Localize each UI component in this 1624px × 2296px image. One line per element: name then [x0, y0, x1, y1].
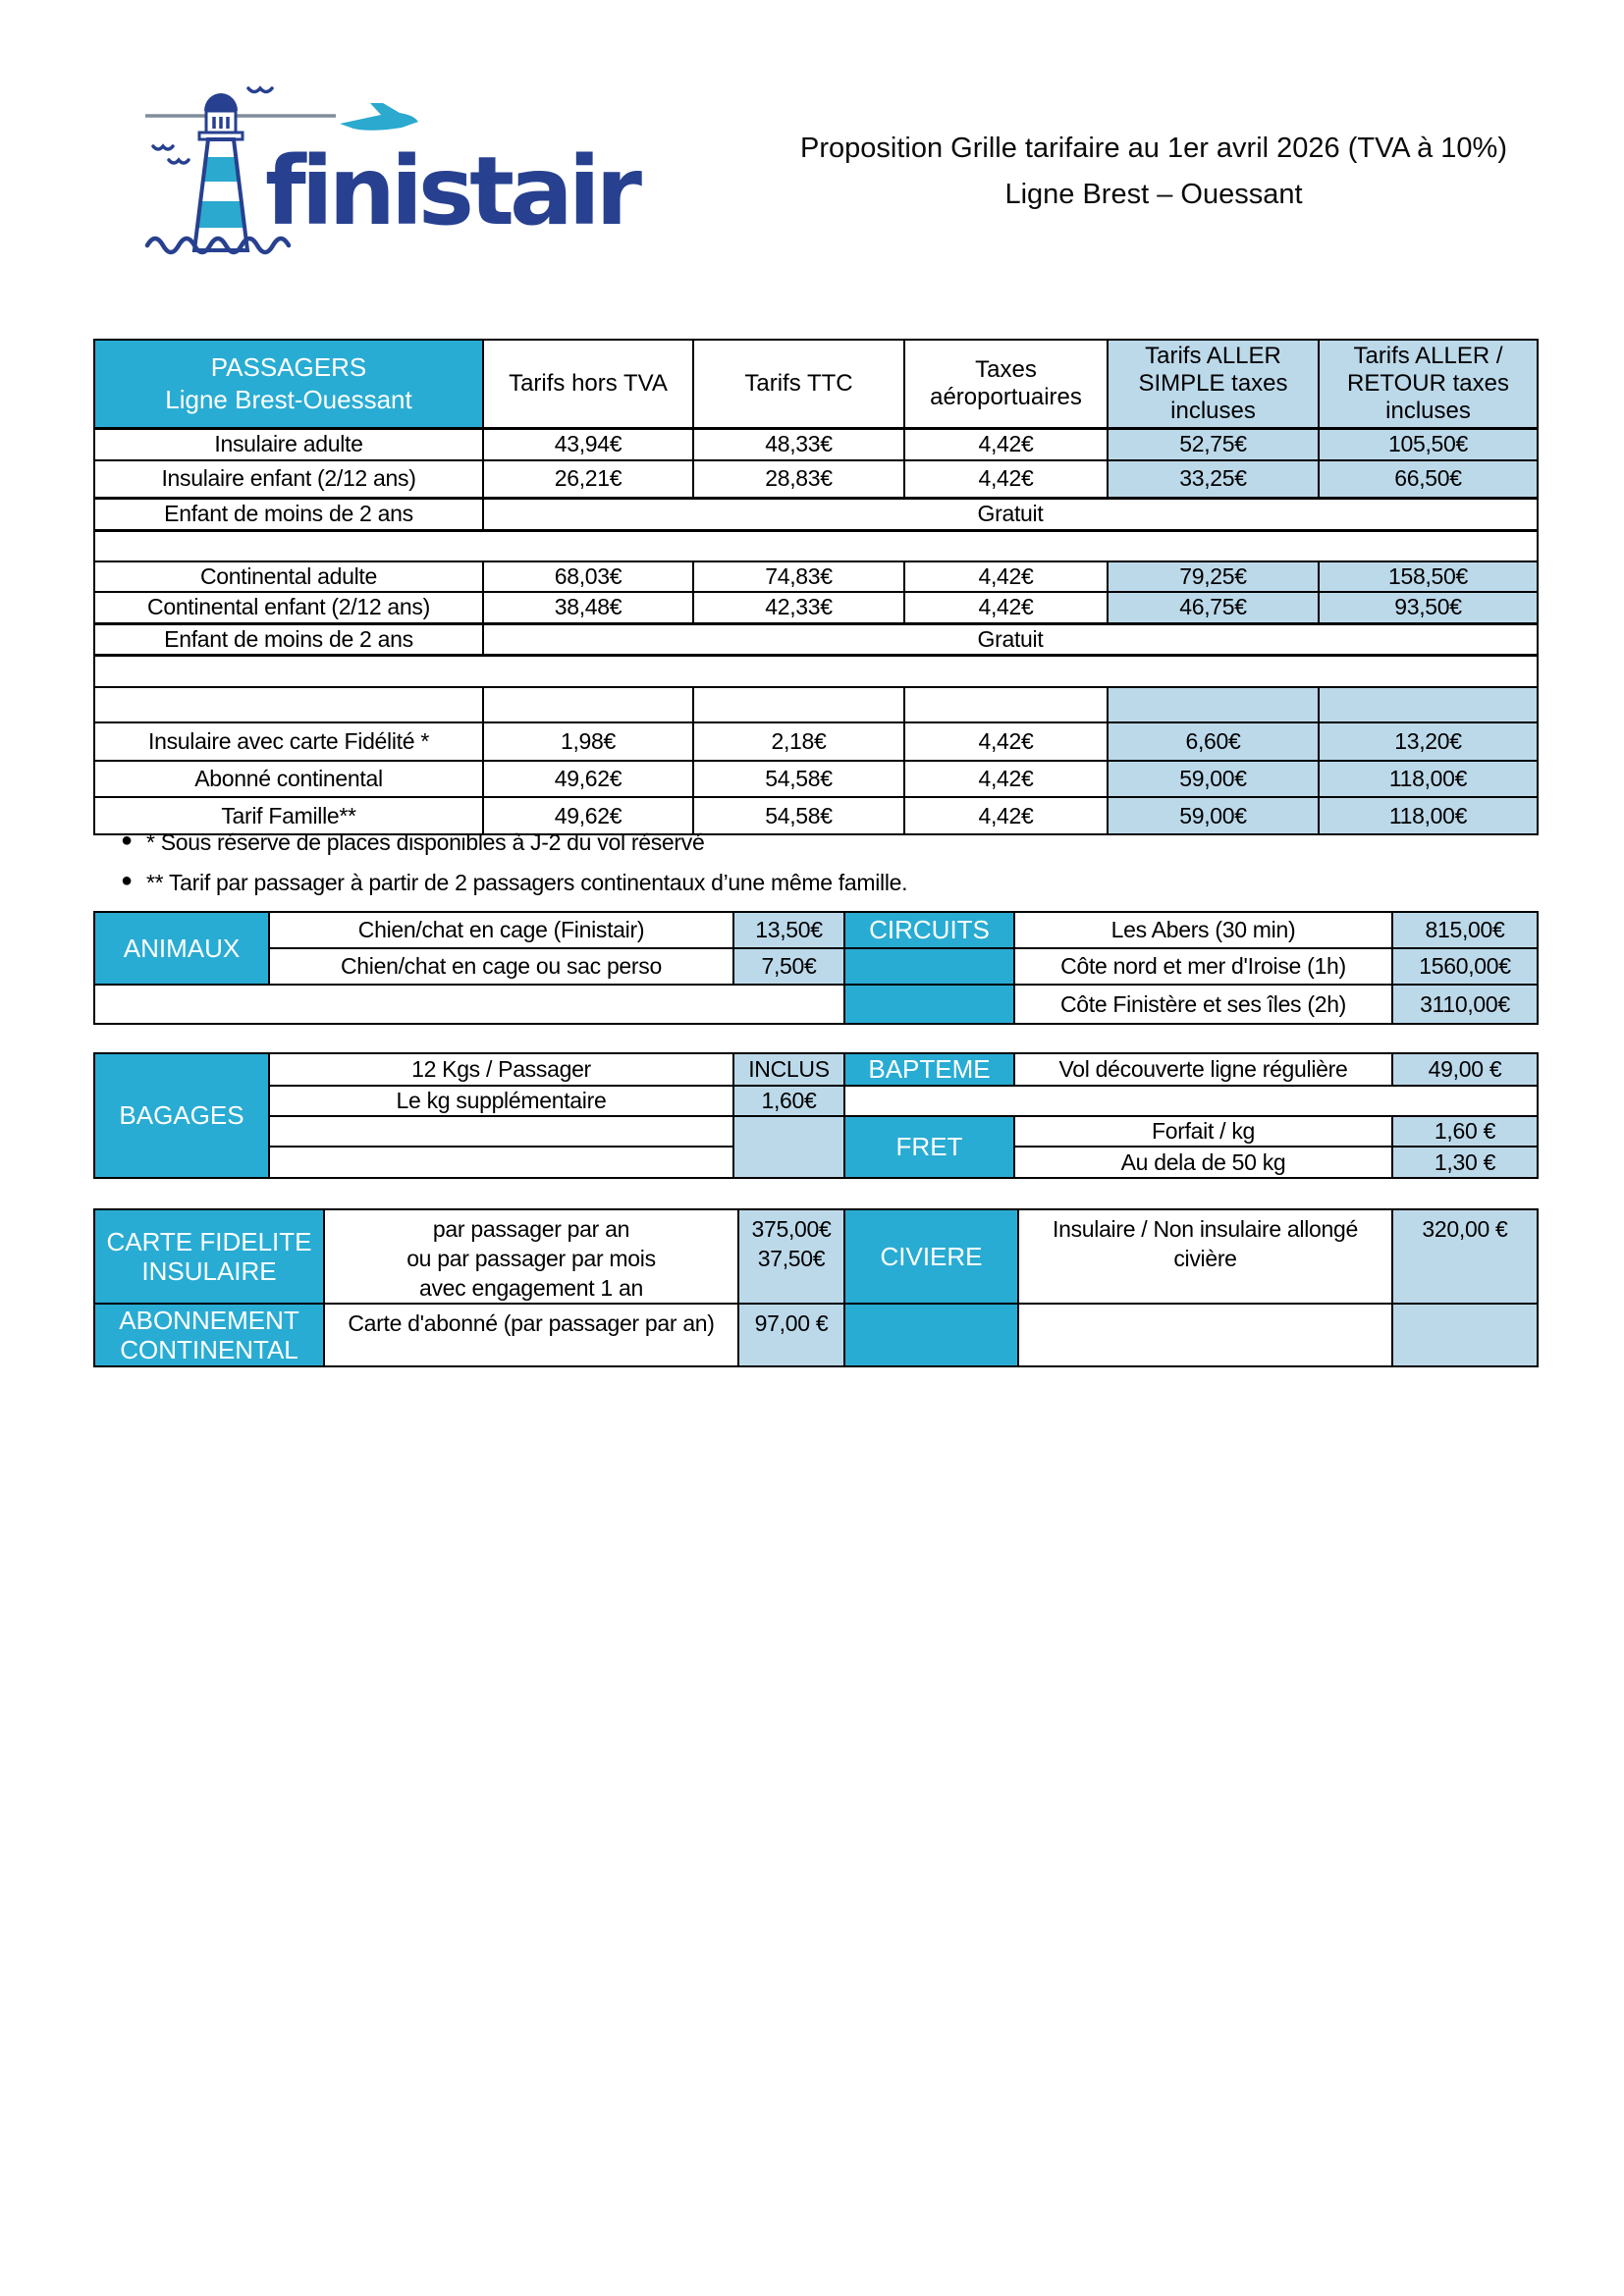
table-row — [94, 912, 1538, 948]
empty-cell — [94, 530, 1538, 561]
header-aller-retour: Tarifs ALLER / RETOUR taxes incluses — [1319, 340, 1538, 428]
table-row — [94, 1209, 1538, 1304]
row-label: Enfant de moins de 2 ans — [94, 623, 483, 655]
bagages-bapteme-fret-table — [93, 1052, 1539, 1179]
title-line-1: Proposition Grille tarifaire au 1er avril 2026 (TVA à 10%) — [800, 133, 1507, 164]
price-cell: 79,25€ — [1108, 561, 1319, 592]
table-row — [94, 1304, 1538, 1366]
price-cell: 118,00€ — [1319, 797, 1538, 834]
row-label: Insulaire adulte — [94, 428, 483, 460]
footnote-1 — [121, 829, 1299, 856]
animaux-circuits-table — [93, 911, 1539, 1025]
table-row — [94, 1086, 1538, 1116]
price-cell: 13,20€ — [1319, 722, 1538, 761]
table-row — [94, 428, 1538, 460]
empty-cell — [904, 687, 1108, 722]
row-label: Enfant de moins de 2 ans — [94, 498, 483, 530]
price-cell: INCLUS — [733, 1053, 844, 1086]
empty-cell — [1319, 687, 1538, 722]
section-title-civiere: CIVIERE — [844, 1209, 1018, 1304]
spacer-row — [94, 530, 1538, 561]
row-label: Carte d'abonné (par passager par an) — [324, 1304, 738, 1366]
plane-icon — [340, 103, 418, 131]
table-row — [94, 1116, 1538, 1147]
price-cell: 7,50€ — [733, 948, 844, 985]
price-cell: 2,18€ — [693, 722, 904, 761]
row-label: Forfait / kg — [1014, 1116, 1392, 1147]
table-row — [94, 985, 1538, 1024]
price-cell: 59,00€ — [1108, 797, 1319, 834]
price-cell: 4,42€ — [904, 761, 1108, 797]
header-passagers: PASSAGERS Ligne Brest-Ouessant — [94, 340, 483, 428]
table-row — [94, 722, 1538, 761]
empty-cell — [1108, 687, 1319, 722]
price-cell: 59,00€ — [1108, 761, 1319, 797]
price-cell: 815,00€ — [1392, 912, 1538, 948]
price-cell: 13,50€ — [733, 912, 844, 948]
empty-cell — [733, 1116, 844, 1178]
footnote-text: ** Tarif par passager à partir de 2 passagers continentaux d’une même famille. — [146, 870, 908, 895]
empty-cell — [483, 687, 693, 722]
row-label: Continental adulte — [94, 561, 483, 592]
price-cell: 54,58€ — [693, 797, 904, 834]
price-cell: 4,42€ — [904, 561, 1108, 592]
empty-cell — [693, 687, 904, 722]
price-cell: 54,58€ — [693, 761, 904, 797]
price-cell: 3110,00€ — [1392, 985, 1538, 1024]
price-cell: 28,83€ — [693, 460, 904, 498]
carte-fidelite-civiere-table — [93, 1208, 1539, 1367]
row-label: Les Abers (30 min) — [1014, 912, 1392, 948]
empty-bordered-row — [94, 687, 1538, 722]
row-label: Chien/chat en cage (Finistair) — [269, 912, 733, 948]
empty-cell — [1018, 1304, 1392, 1366]
row-label: Côte nord et mer d'Iroise (1h) — [1014, 948, 1392, 985]
footnote-text: * Sous réserve de places disponibles à J-2 du vol réservé — [146, 829, 705, 855]
row-label: Continental enfant (2/12 ans) — [94, 592, 483, 623]
table-row — [94, 623, 1538, 655]
row-label: Côte Finistère et ses îles (2h) — [1014, 985, 1392, 1024]
price-cell: 26,21€ — [483, 460, 693, 498]
title-line-2: Ligne Brest – Ouessant — [1004, 179, 1303, 210]
table-header-row — [94, 340, 1538, 428]
row-label: 12 Kgs / Passager — [269, 1053, 733, 1086]
finistair-logo — [88, 47, 736, 288]
price-cell: 4,42€ — [904, 797, 1108, 834]
table-row — [94, 460, 1538, 498]
price-cell: 4,42€ — [904, 592, 1108, 623]
header-ttc: Tarifs TTC — [693, 340, 904, 428]
empty-cell — [844, 1304, 1018, 1366]
empty-cell — [94, 687, 483, 722]
row-label: Le kg supplémentaire — [269, 1086, 733, 1116]
empty-cell — [844, 985, 1014, 1024]
section-title-abonnement: ABONNEMENT CONTINENTAL — [94, 1304, 324, 1366]
price-cell: 66,50€ — [1319, 460, 1538, 498]
price-cell: 158,50€ — [1319, 561, 1538, 592]
price-cell: 52,75€ — [1108, 428, 1319, 460]
row-label: Insulaire / Non insulaire allongé civière — [1018, 1209, 1392, 1304]
price-cell: 4,42€ — [904, 722, 1108, 761]
row-label: Insulaire enfant (2/12 ans) — [94, 460, 483, 498]
price-cell: 118,00€ — [1319, 761, 1538, 797]
row-label: par passager par an ou par passager par mois avec engagement 1 an — [324, 1209, 738, 1304]
row-label: Abonné continental — [94, 761, 483, 797]
price-cell: 49,00 € — [1392, 1053, 1538, 1086]
price-cell: 42,33€ — [693, 592, 904, 623]
table-row — [94, 761, 1538, 797]
row-label: Insulaire avec carte Fidélité * — [94, 722, 483, 761]
gratuit-cell: Gratuit — [483, 498, 1538, 530]
table-row — [94, 948, 1538, 985]
price-cell: 43,94€ — [483, 428, 693, 460]
document-title — [727, 126, 1581, 218]
gratuit-cell: Gratuit — [483, 623, 1538, 655]
header-taxes: Taxes aéroportuaires — [904, 340, 1108, 428]
price-cell: 4,42€ — [904, 428, 1108, 460]
empty-cell — [269, 1147, 733, 1178]
price-cell: 38,48€ — [483, 592, 693, 623]
spacer-row — [94, 655, 1538, 687]
empty-cell — [269, 1116, 733, 1147]
footnotes — [121, 829, 1299, 910]
table-row — [94, 498, 1538, 530]
price-cell: 105,50€ — [1319, 428, 1538, 460]
price-cell: 93,50€ — [1319, 592, 1538, 623]
table-row — [94, 592, 1538, 623]
passagers-table — [93, 339, 1539, 835]
bullet-icon: ● — [121, 870, 133, 891]
table-row — [94, 561, 1538, 592]
price-cell: 46,75€ — [1108, 592, 1319, 623]
row-label: Vol découverte ligne régulière — [1014, 1053, 1392, 1086]
price-cell: 68,03€ — [483, 561, 693, 592]
price-cell: 1,60 € — [1392, 1116, 1538, 1147]
table-row — [94, 1053, 1538, 1086]
logo-wordmark: finistair — [265, 136, 637, 246]
price-cell: 1560,00€ — [1392, 948, 1538, 985]
bullet-icon: ● — [121, 829, 133, 851]
price-cell: 48,33€ — [693, 428, 904, 460]
price-cell: 1,30 € — [1392, 1147, 1538, 1178]
price-cell: 49,62€ — [483, 797, 693, 834]
empty-cell — [94, 655, 1538, 687]
section-title-bapteme: BAPTEME — [844, 1053, 1014, 1086]
empty-cell — [844, 948, 1014, 985]
empty-cell — [1392, 1304, 1538, 1366]
price-cell: 49,62€ — [483, 761, 693, 797]
section-title-carte-fidelite: CARTE FIDELITE INSULAIRE — [94, 1209, 324, 1304]
section-title-fret: FRET — [844, 1116, 1014, 1178]
section-title-circuits: CIRCUITS — [844, 912, 1014, 948]
empty-cell — [844, 1086, 1538, 1116]
section-title-bagages: BAGAGES — [94, 1053, 269, 1178]
row-label: Tarif Famille** — [94, 797, 483, 834]
price-cell: 1,98€ — [483, 722, 693, 761]
price-cell: 74,83€ — [693, 561, 904, 592]
price-cell: 375,00€ 37,50€ — [738, 1209, 844, 1304]
price-cell: 33,25€ — [1108, 460, 1319, 498]
price-cell: 1,60€ — [733, 1086, 844, 1116]
footnote-2 — [121, 870, 1299, 896]
section-title-animaux: ANIMAUX — [94, 912, 269, 985]
price-cell: 320,00 € — [1392, 1209, 1538, 1304]
row-label: Chien/chat en cage ou sac perso — [269, 948, 733, 985]
header-hors-tva: Tarifs hors TVA — [483, 340, 693, 428]
price-cell: 97,00 € — [738, 1304, 844, 1366]
row-label: Au dela de 50 kg — [1014, 1147, 1392, 1178]
price-cell: 6,60€ — [1108, 722, 1319, 761]
empty-cell — [94, 985, 844, 1024]
price-cell: 4,42€ — [904, 460, 1108, 498]
header-aller-simple: Tarifs ALLER SIMPLE taxes incluses — [1108, 340, 1319, 428]
